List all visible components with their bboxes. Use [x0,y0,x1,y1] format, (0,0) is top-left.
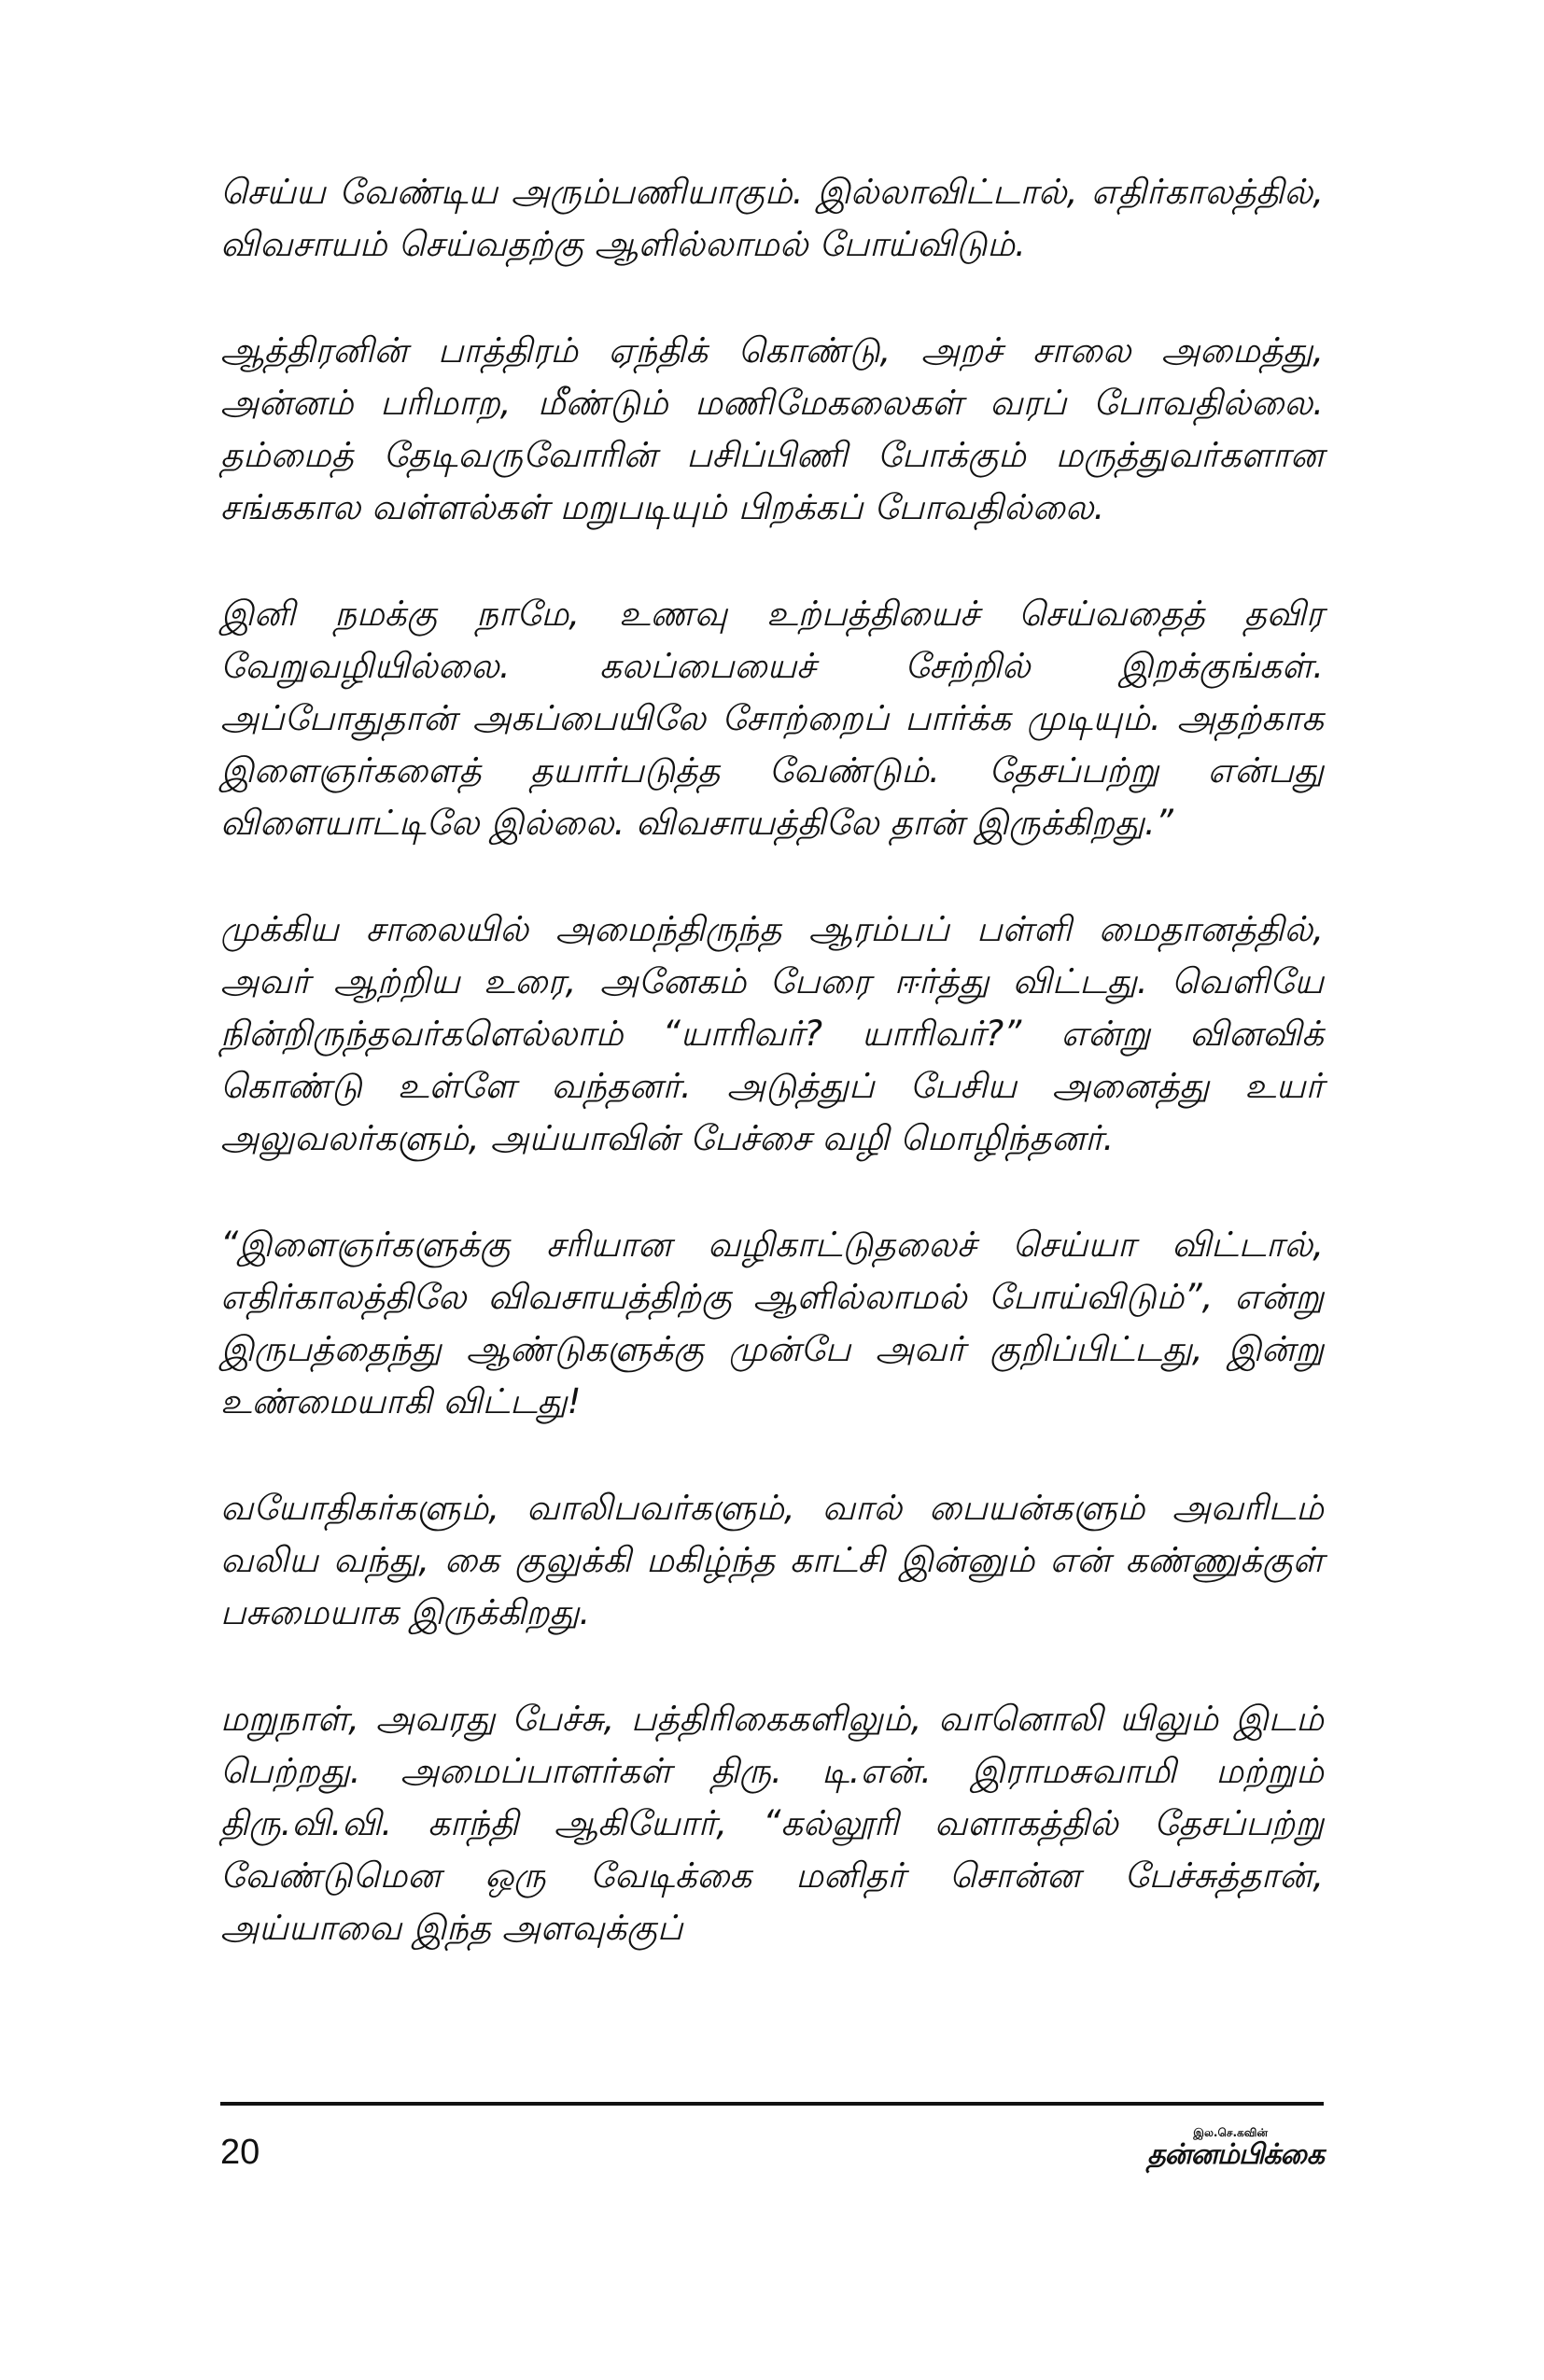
book-logo-author: இல.செ.கவின் [1193,2126,1268,2139]
page-body [220,166,1324,2009]
paragraph-7: மறுநாள், அவரது பேச்சு, பத்திரிகைகளிலும், வானொலி யிலும் இடம் பெற்றது. அமைப்பாளர்கள் திரு. டி.என். இராமசுவாமி மற்றும் திரு.வி.வி. காந்தி ஆகியோர், “கல்லூரி வளாகத்தில் தேசப்பற்று வேண்டுமென ஒரு வேடிக்கை மனிதர் சொன்ன பேச்சுத்தான், அய்யாவை இந்த அளவுக்குப் [220,1699,1324,1948]
paragraph-5: “இளைஞர்களுக்கு சரியான வழிகாட்டுதலைச் செய்யா விட்டால், எதிர்காலத்திலே விவசாயத்திற்கு ஆளில்லாமல் போய்விடும்”, என்று இருபத்தைந்து ஆண்டுகளுக்கு முன்பே அவர் குறிப்பிட்டது, இன்று உண்மையாகி விட்டது! [220,1225,1324,1421]
paragraph-3: இனி நமக்கு நாமே, உணவு உற்பத்தியைச் செய்வதைத் தவிர வேறுவழியில்லை. கலப்பையைச் சேற்றில் இறக்குங்கள். அப்போதுதான் அகப்பையிலே சோற்றைப் பார்க்க முடியும். அதற்காக இளைஞர்களைத் தயார்படுத்த வேண்டும். தேசப்பற்று என்பது விளையாட்டிலே இல்லை. விவசாயத்திலே தான் இருக்கிறது.” [220,594,1324,843]
paragraph-2: ஆத்திரனின் பாத்திரம் ஏந்திக் கொண்டு, அறச் சாலை அமைத்து, அன்னம் பரிமாற, மீண்டும் மணிமேகலைகள் வரப் போவதில்லை. தம்மைத் தேடிவருவோரின் பசிப்பிணி போக்கும் மருத்துவர்களான சங்ககால வள்ளல்கள் மறுபடியும் பிறக்கப் போவதில்லை. [220,330,1324,527]
footer-divider [220,2102,1324,2106]
paragraph-1: செய்ய வேண்டிய அரும்பணியாகும். இல்லாவிட்டால், எதிர்காலத்தில், விவசாயம் செய்வதற்கு ஆளில்லாமல் போய்விடும். [220,172,1324,264]
book-logo-title: தன்னம்பிக்கை [1147,2138,1324,2171]
paragraph-4: முக்கிய சாலையில் அமைந்திருந்த ஆரம்பப் பள்ளி மைதானத்தில், அவர் ஆற்றிய உரை, அனேகம் பேரை ஈர்த்து விட்டது. வெளியே நின்றிருந்தவர்களெல்லாம் “யாரிவர்? யாரிவர்?” என்று வினவிக் கொண்டு உள்ளே வந்தனர். அடுத்துப் பேசிய அனைத்து உயர் அலுவலர்களும், அய்யாவின் பேச்சை வழி மொழிந்தனர். [220,909,1324,1158]
paragraph-6: வயோதிகர்களும், வாலிபவர்களும், வால் பையன்களும் அவரிடம் வலிய வந்து, கை குலுக்கி மகிழ்ந்த காட்சி இன்னும் என் கண்ணுக்குள் பசுமையாக இருக்கிறது. [220,1488,1324,1632]
book-logo [1147,2126,1324,2171]
page-number: 20 [220,2133,260,2172]
